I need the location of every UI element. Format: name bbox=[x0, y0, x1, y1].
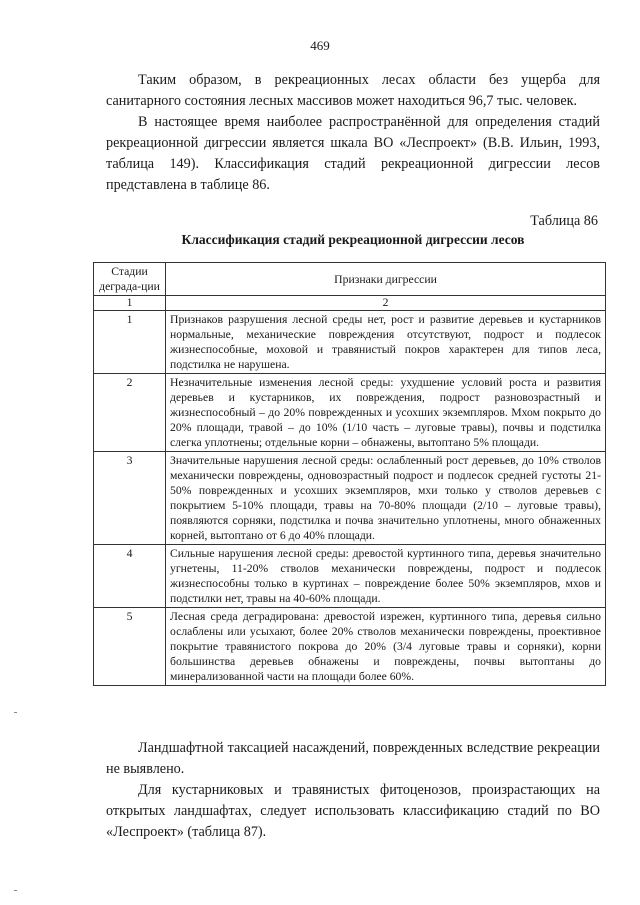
paragraph: Для кустарниковых и травянистых фитоценозов, произрастающих на открытых ландшафтах, следует использовать классификацию стадий по ВО «Леспроект» (таблица 87). bbox=[106, 782, 600, 840]
description-cell: Незначительные изменения лесной среды: ухудшение условий роста и развития деревьев и кустарников, их повреждения, подрост разновозрастный и жизнеспособный – до 20% поврежденных и усохших экземпляров. Мхом покрыто до 20% площади, травой – до 10% (1/10 часть – луговые травы), почвы и подстилка слегка уплотнены; отдельные корни – обнажены, вытоптано 5% площади. bbox=[166, 374, 606, 452]
stage-cell: 4 bbox=[94, 545, 166, 608]
column-number: 2 bbox=[166, 296, 606, 311]
table-header-row bbox=[94, 263, 606, 296]
paragraph: Ландшафтной таксацией насаждений, поврежденных вследствие рекреации не выявлено. bbox=[106, 740, 600, 777]
table-row bbox=[94, 452, 606, 545]
table-row bbox=[94, 311, 606, 374]
scan-mark bbox=[14, 890, 17, 891]
stage-cell: 5 bbox=[94, 608, 166, 686]
header-signs: Признаки дигрессии bbox=[166, 263, 606, 296]
paragraph: В настоящее время наиболее распространённой для определения стадий рекреационной дигрессии является шкала ВО «Леспроект» (В.В. Ильин, 1993, таблица 149). Классификация стадий рекреационной дигрессии лесов представлена в таблице 86. bbox=[106, 114, 600, 193]
column-number-row bbox=[94, 296, 606, 311]
description-cell: Лесная среда деградирована: древостой изрежен, куртинного типа, деревья сильно ослаблены или усыхают, более 20% стволов механически повреждены, проективное покрытие травянистого покрова до 20% (3/4 луговые травы и сорняки), корни большинства деревьев обнажены и повреждены, почвы вытоптаны до минерализованной части на площади более 60%. bbox=[166, 608, 606, 686]
description-cell: Признаков разрушения лесной среды нет, рост и развитие деревьев и кустарников нормальные, механические повреждения отсутствуют, подрост и подлесок жизнеспособные, моховой и травянистый покров характерен для типов леса, подстилка не нарушена. bbox=[166, 311, 606, 374]
table-row bbox=[94, 374, 606, 452]
table-label: Таблица 86 bbox=[530, 213, 598, 229]
table bbox=[93, 262, 606, 686]
stage-cell: 1 bbox=[94, 311, 166, 374]
table-row bbox=[94, 608, 606, 686]
column-number: 1 bbox=[94, 296, 166, 311]
page-number: 469 bbox=[310, 38, 330, 53]
description-cell: Сильные нарушения лесной среды: древостой куртинного типа, деревья значительно угнетены, 11-20% стволов механически повреждены, подрост и подлесок жизнеспособны только в куртинах – повреждение более 50% экземпляров, мхов и подстилки нет, травы на 40-60% площади. bbox=[166, 545, 606, 608]
stage-cell: 3 bbox=[94, 452, 166, 545]
intro-text bbox=[106, 70, 600, 196]
paragraph: Таким образом, в рекреационных лесах области без ущерба для санитарного состояния лесных массивов может находиться 96,7 тыс. человек. bbox=[106, 72, 600, 109]
closing-text bbox=[106, 738, 600, 843]
table-title: Классификация стадий рекреационной дигрессии лесов bbox=[181, 232, 525, 247]
stage-cell: 2 bbox=[94, 374, 166, 452]
classification-table bbox=[93, 262, 605, 686]
table-row bbox=[94, 545, 606, 608]
header-stage: Стадии деграда-ции bbox=[94, 263, 166, 296]
description-cell: Значительные нарушения лесной среды: ослабленный рост деревьев, до 10% стволов механически повреждены, одновозрастный подрост и подлесок средней густоты 21-50% поврежденных и усохших экземпляров, мхи только у стволов деревьев с покрытием 5-10% площади, травы на 70-80% площади (2/10 – луговые травы), появляются сорняки, подстилка и почва значительно уплотнены, много обнаженных корней, вытоптано от 6 до 40% площади. bbox=[166, 452, 606, 545]
scan-mark bbox=[14, 712, 17, 713]
